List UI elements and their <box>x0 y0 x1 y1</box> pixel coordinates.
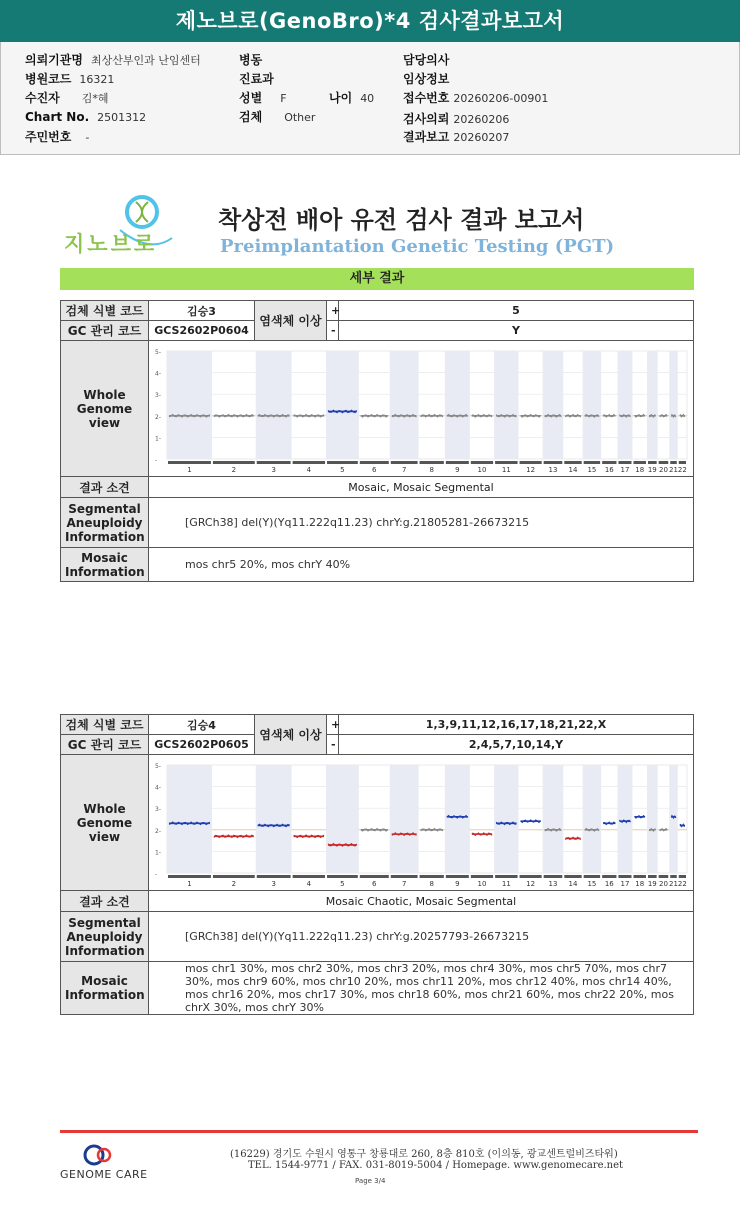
x-tick-label: 7 <box>401 880 407 888</box>
chromosome-11-ideogram <box>495 461 517 464</box>
segmental-value: [GRCh38] del(Y)(Yq11.222q11.23) chrY:g.20257793-26673215 <box>149 912 694 962</box>
plot-area <box>167 351 687 459</box>
x-tick-label: 3 <box>271 880 276 888</box>
chromosome-16-ideogram <box>602 875 616 878</box>
chromosome-band <box>390 765 419 873</box>
doctor-field: 담당의사 <box>403 53 450 67</box>
embryo-result-table-2 <box>60 714 694 1015</box>
specimen-id-label: 검체 식별 코드 <box>61 715 149 735</box>
chromosome-7-ideogram <box>391 461 418 464</box>
chromosome-1-ideogram <box>168 461 211 464</box>
chromosome-band <box>167 765 212 873</box>
chromosome-band <box>583 351 601 459</box>
chromosome-8-ideogram <box>420 875 444 878</box>
x-tick-label: 18 <box>635 880 645 888</box>
chromosome-14-ideogram <box>564 461 581 464</box>
chromosome-22-ideogram <box>679 875 686 878</box>
chromosome-20-ideogram <box>659 875 669 878</box>
chromosome-band <box>494 351 518 459</box>
chromosome-1-ideogram <box>168 875 211 878</box>
x-tick-label: 9 <box>455 466 460 474</box>
mosaic-value: mos chr1 30%, mos chr2 30%, mos chr3 20%, mos chr4 30%, mos chr5 70%, mos chr7 30%, mos chr9 60%, mos chr10 20%, mos chr11 20%, mos chr12 40%, mos chr14 40%, mos chr16 20%, mos chr17 30%, mos chr18 60%, mos chr21 60%, mos chr22 20%, mos chrX 30%, mos chrY 30% <box>149 962 694 1015</box>
x-tick-label: 20 <box>658 880 668 888</box>
specimen-id-label: 검체 식별 코드 <box>61 301 149 321</box>
chromosome-14-ideogram <box>564 875 581 878</box>
x-tick-label: 22 <box>677 466 687 474</box>
chromosome-2-ideogram <box>213 875 255 878</box>
x-tick-label: 8 <box>429 466 434 474</box>
x-tick-label: 7 <box>401 466 407 474</box>
chromosome-9-ideogram <box>446 461 469 464</box>
chromosome-9-ideogram <box>446 875 469 878</box>
y-tick-label: 3- <box>155 392 161 400</box>
footer-rule <box>60 1130 698 1133</box>
chromosome-12-ideogram <box>520 461 542 464</box>
y-tick-label: 5- <box>155 763 161 770</box>
gain-sign: + <box>327 301 339 321</box>
x-tick-label: 4 <box>306 466 312 474</box>
footer-contact: TEL. 1544-9771 / FAX. 031-8019-5004 / Homepage. www.genomecare.net <box>248 1160 624 1171</box>
chromosome-band <box>445 765 470 873</box>
chromosome-band <box>390 351 419 459</box>
chromosome-3-ideogram <box>257 875 291 878</box>
x-tick-label: 1 <box>187 880 192 888</box>
x-tick-label: 3 <box>271 466 276 474</box>
result-finding-value: Mosaic Chaotic, Mosaic Segmental <box>149 891 694 912</box>
y-tick-label: 4- <box>155 784 161 792</box>
footer-brand: GENOME CARE <box>60 1168 148 1181</box>
chromosome-15-ideogram <box>584 875 600 878</box>
mosaic-label: Mosaic Information <box>61 548 149 582</box>
x-tick-label: 9 <box>455 880 460 888</box>
report-subtitle: Preimplantation Genetic Testing (PGT) <box>220 236 615 257</box>
loss-sign: - <box>327 321 339 341</box>
chromosome-band <box>167 351 212 459</box>
chromosome-11-ideogram <box>495 875 517 878</box>
chromosome-21-ideogram <box>670 461 677 464</box>
chromosome-band <box>583 765 601 873</box>
chromosome-band <box>543 351 564 459</box>
whole-genome-label: Whole Genome view <box>61 755 149 891</box>
hospital-code-field: 병원코드 16321 <box>25 72 115 86</box>
x-tick-label: 13 <box>548 880 558 888</box>
resident-no-field: 주민번호 - <box>25 130 90 144</box>
gain-chromosomes: 5 <box>339 301 694 321</box>
chromosome-17-ideogram <box>618 875 631 878</box>
receipt-no-field: 접수번호 20260206-00901 <box>403 91 549 105</box>
y-tick-label: - <box>155 457 158 464</box>
mosaic-label: Mosaic Information <box>61 962 149 1015</box>
chromosome-band <box>617 351 632 459</box>
x-tick-label: 17 <box>620 880 630 888</box>
y-tick-label: 2- <box>155 827 161 835</box>
genome-care-emblem-icon <box>60 1142 170 1168</box>
result-finding-label: 결과 소견 <box>61 477 149 498</box>
x-tick-label: 2 <box>231 466 237 474</box>
gc-code-label: GC 관리 코드 <box>61 321 149 341</box>
institution-field: 의뢰기관명 최상산부인과 난임센터 <box>25 53 201 67</box>
whole-genome-chart-cell <box>149 341 694 477</box>
x-tick-label: 21 <box>669 880 678 888</box>
ward-field: 병동 <box>239 53 263 67</box>
x-tick-label: 22 <box>677 880 687 888</box>
x-tick-label: 6 <box>372 880 377 888</box>
sex-field: 성별 F <box>239 91 287 105</box>
report-date-field: 결과보고 20260207 <box>403 130 510 144</box>
chromosome-8-ideogram <box>420 461 444 464</box>
x-tick-label: 11 <box>501 880 511 888</box>
gain-chromosomes: 1,3,9,11,12,16,17,18,21,22,X <box>339 715 694 735</box>
x-tick-label: 12 <box>526 466 536 474</box>
department-field: 진료과 <box>239 72 274 86</box>
segmental-value: [GRCh38] del(Y)(Yq11.222q11.23) chrY:g.21805281-26673215 <box>149 498 694 548</box>
footer-address: (16229) 경기도 수원시 영통구 창룡대로 260, 8층 810호 (이의동, 광교센트럴비즈타워) <box>230 1149 618 1160</box>
chromosome-10-ideogram <box>471 461 493 464</box>
chromosome-band <box>543 765 564 873</box>
chromosome-band <box>494 765 518 873</box>
y-tick-label: 1- <box>155 435 161 443</box>
report-header-title: 제노브로(GenoBro)*4 검사결과보고서 <box>0 0 740 42</box>
clinical-info-field: 임상정보 <box>403 72 450 86</box>
chromosome-band <box>326 351 359 459</box>
chromosome-7-ideogram <box>391 875 418 878</box>
x-tick-label: 10 <box>477 880 487 888</box>
x-tick-label: 21 <box>669 466 678 474</box>
y-tick-label: 4- <box>155 370 161 378</box>
chromosome-15-ideogram <box>584 461 600 464</box>
x-tick-label: 12 <box>526 880 536 888</box>
x-tick-label: 5 <box>340 880 345 888</box>
x-tick-label: 5 <box>340 466 345 474</box>
examinee-field: 수진자 김*혜 <box>25 91 109 105</box>
chromosome-13-ideogram <box>544 875 563 878</box>
chart-no-field: Chart No. 2501312 <box>25 110 147 124</box>
mosaic-value: mos chr5 20%, mos chrY 40% <box>149 548 694 582</box>
chromosome-band <box>617 765 632 873</box>
y-tick-label: 5- <box>155 349 161 356</box>
x-tick-label: 10 <box>477 466 487 474</box>
chromosome-19-ideogram <box>648 461 657 464</box>
chromosome-band <box>256 351 292 459</box>
x-tick-label: 2 <box>231 880 237 888</box>
chromosome-17-ideogram <box>618 461 631 464</box>
chromosome-22-ideogram <box>679 461 686 464</box>
logo-text: 지노브로 <box>64 232 158 256</box>
chromosome-21-ideogram <box>670 875 677 878</box>
y-tick-label: 3- <box>155 806 161 814</box>
chromosome-5-ideogram <box>327 875 358 878</box>
x-tick-label: 19 <box>647 880 657 888</box>
gc-code-label: GC 관리 코드 <box>61 735 149 755</box>
chromosome-band <box>669 351 678 459</box>
chromosome-6-ideogram <box>360 461 389 464</box>
detail-results-bar: 세부 결과 <box>60 268 694 290</box>
x-tick-label: 16 <box>604 880 614 888</box>
chromosome-4-ideogram <box>293 461 325 464</box>
x-tick-label: 15 <box>587 466 597 474</box>
gc-code-value: GCS2602P0604 <box>149 321 255 341</box>
chromosome-3-ideogram <box>257 461 291 464</box>
result-finding-label: 결과 소견 <box>61 891 149 912</box>
whole-genome-chart <box>149 341 694 476</box>
chromosome-band <box>256 765 292 873</box>
x-tick-label: 17 <box>620 466 630 474</box>
specimen-id-value: 김승3 <box>149 301 255 321</box>
chromosome-2-ideogram <box>213 461 255 464</box>
x-tick-label: 14 <box>568 880 578 888</box>
chromosome-12-ideogram <box>520 875 542 878</box>
segmental-label: Segmental Aneuploidy Information <box>61 912 149 962</box>
specimen-field: 검체 Other <box>239 110 316 124</box>
whole-genome-chart-cell <box>149 755 694 891</box>
report-title: 착상전 배아 유전 검사 결과 보고서 <box>218 206 585 234</box>
chromosome-band <box>647 351 658 459</box>
chromosome-band <box>647 765 658 873</box>
chromosome-4-ideogram <box>293 875 325 878</box>
x-tick-label: 20 <box>658 466 668 474</box>
genobro-logo <box>60 190 180 260</box>
x-tick-label: 6 <box>372 466 377 474</box>
gain-sign: + <box>327 715 339 735</box>
chromosome-18-ideogram <box>633 461 645 464</box>
loss-chromosomes: 2,4,5,7,10,14,Y <box>339 735 694 755</box>
x-tick-label: 1 <box>187 466 192 474</box>
x-tick-label: 4 <box>306 880 312 888</box>
abnormality-label: 염색체 이상 <box>255 301 327 341</box>
x-tick-label: 11 <box>501 466 511 474</box>
x-tick-label: 19 <box>647 466 657 474</box>
specimen-id-value: 김승4 <box>149 715 255 735</box>
y-tick-label: - <box>155 871 158 878</box>
embryo-result-table-1 <box>60 300 694 582</box>
chromosome-6-ideogram <box>360 875 389 878</box>
y-tick-label: 2- <box>155 413 161 421</box>
chromosome-band <box>445 351 470 459</box>
x-tick-label: 8 <box>429 880 434 888</box>
segmental-label: Segmental Aneuploidy Information <box>61 498 149 548</box>
abnormality-label: 염색체 이상 <box>255 715 327 755</box>
chromosome-20-ideogram <box>659 461 669 464</box>
x-tick-label: 18 <box>635 466 645 474</box>
chromosome-19-ideogram <box>648 875 657 878</box>
age-field: 나이 40 <box>329 91 375 105</box>
x-tick-label: 14 <box>568 466 578 474</box>
whole-genome-chart <box>149 755 694 890</box>
y-tick-label: 1- <box>155 849 161 857</box>
x-tick-label: 13 <box>548 466 558 474</box>
whole-genome-label: Whole Genome view <box>61 341 149 477</box>
result-finding-value: Mosaic, Mosaic Segmental <box>149 477 694 498</box>
plot-area <box>167 765 687 873</box>
loss-sign: - <box>327 735 339 755</box>
chromosome-16-ideogram <box>602 461 616 464</box>
chromosome-13-ideogram <box>544 461 563 464</box>
chromosome-band <box>326 765 359 873</box>
chromosome-10-ideogram <box>471 875 493 878</box>
chromosome-18-ideogram <box>633 875 645 878</box>
chromosome-5-ideogram <box>327 461 358 464</box>
patient-info-panel <box>0 42 740 155</box>
request-date-field: 검사의뢰 20260206 <box>403 112 510 126</box>
gc-code-value: GCS2602P0605 <box>149 735 255 755</box>
x-tick-label: 15 <box>587 880 597 888</box>
page-number: Page 3/4 <box>355 1177 386 1185</box>
x-tick-label: 16 <box>604 466 614 474</box>
loss-chromosomes: Y <box>339 321 694 341</box>
